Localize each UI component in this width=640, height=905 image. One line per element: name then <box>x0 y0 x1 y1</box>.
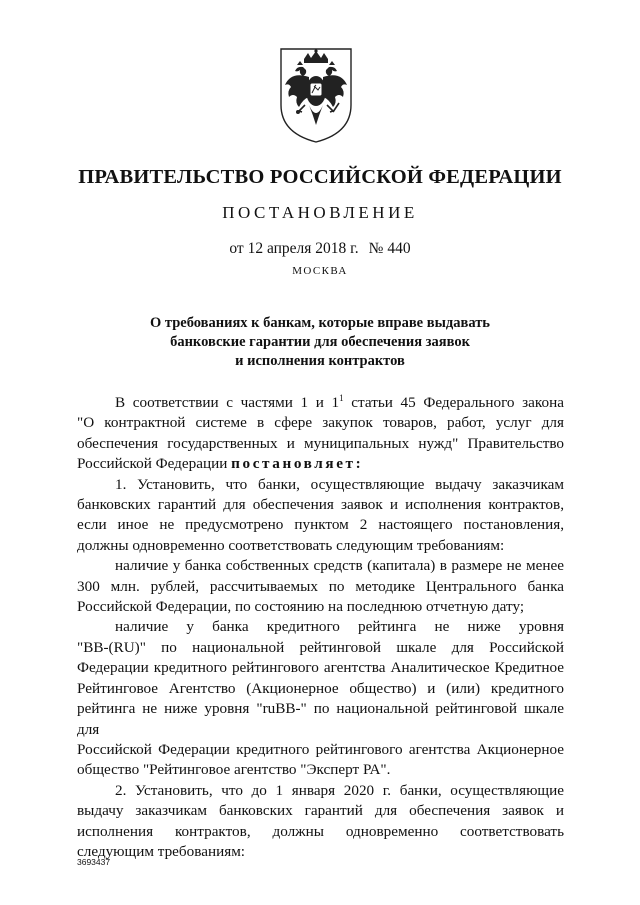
body-line: В соответствии с частями 1 и $1^1$ статьи 45 Федерального закона <box>115 392 564 411</box>
document-code: 3693437 <box>77 857 111 867</box>
body-line: Российской Федерации постановляет: <box>77 455 364 473</box>
body-line: 2. Установить, что до 1 января 2020 г. банки, осуществляющие <box>115 781 564 799</box>
body-line: исполнения контрактов, должны одновременно соответствовать <box>77 822 564 840</box>
coat-of-arms-emblem <box>275 45 357 145</box>
government-title: ПРАВИТЕЛЬСТВО РОССИЙСКОЙ ФЕДЕРАЦИИ <box>78 166 562 188</box>
body-line: Рейтинговое Агентство (Акционерное общество) и (или) кредитного <box>77 679 564 697</box>
body-line: банковских гарантий для обеспечения заявок и исполнения контрактов, <box>77 496 564 514</box>
body-line: должны одновременно соответствовать следующим требованиям: <box>77 536 505 554</box>
document-date-line <box>0 240 640 258</box>
body-line: наличие у банка собственных средств (капитала) в размере не менее <box>115 557 564 575</box>
body-line: Российской Федерации кредитного рейтингового агентства Акционерное <box>77 740 564 758</box>
subject-line: и исполнения контрактов <box>235 353 405 369</box>
body-line: общество "Рейтинговое агентство "Эксперт РА". <box>77 761 391 779</box>
document-subject <box>0 314 640 371</box>
body-line: выдачу заказчикам банковских гарантий для обеспечения заявок и <box>77 802 564 820</box>
body-line: "BB-(RU)" по национальной рейтинговой шкале для Российской <box>77 638 564 656</box>
body-line: "О контрактной системе в сфере закупок товаров, работ, услуг для <box>77 414 564 432</box>
body-line: если иное не предусмотрено пунктом 2 настоящего постановления, <box>77 516 564 534</box>
body-line: рейтинга не ниже уровня "ruBB-" по национальной рейтинговой шкале для <box>77 700 564 738</box>
document-date: от 12 апреля 2018 г. <box>229 240 359 257</box>
document-type: ПОСТАНОВЛЕНИЕ <box>222 203 418 222</box>
document-body <box>77 393 564 862</box>
resolution-keyword: постановляет: <box>231 455 364 473</box>
body-line: наличие у банка кредитного рейтинга не ниже уровня <box>115 618 564 636</box>
body-line: 300 млн. рублей, рассчитываемых по методике Центрального банка <box>77 577 564 595</box>
body-line: обеспечения государственных и муниципальных нужд" Правительство <box>77 434 564 452</box>
body-line: 1. Установить, что банки, осуществляющие выдачу заказчикам <box>115 475 564 493</box>
body-line: Российской Федерации, по состоянию на последнюю отчетную дату; <box>77 598 525 616</box>
subject-line: банковские гарантии для обеспечения заявок <box>170 334 470 350</box>
body-line: следующим требованиям: <box>77 842 246 860</box>
document-number: № 440 <box>368 240 411 257</box>
document-city: МОСКВА <box>292 265 348 277</box>
subject-line: О требованиях к банкам, которые вправе выдавать <box>150 315 490 331</box>
body-line: Федерации кредитного рейтингового агентства Аналитическое Кредитное <box>77 659 564 677</box>
